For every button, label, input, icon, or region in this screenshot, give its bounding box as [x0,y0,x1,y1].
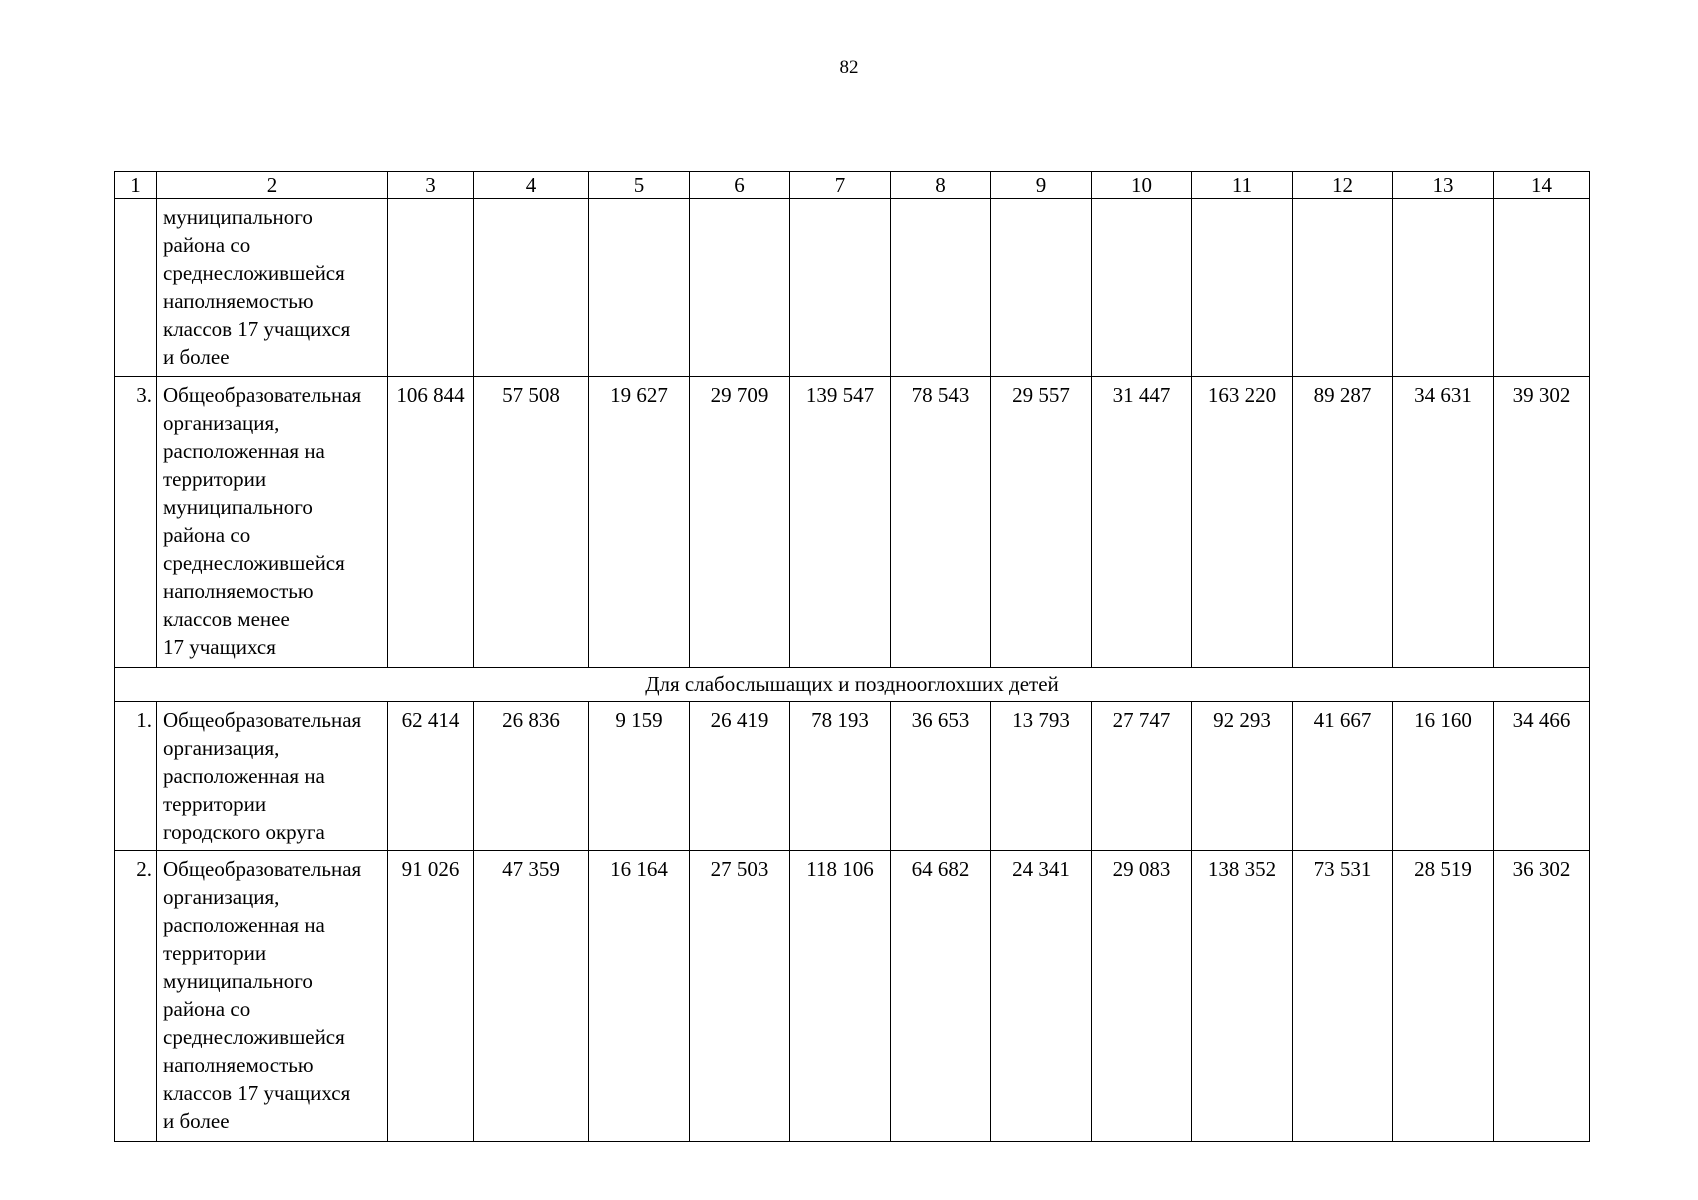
value-cell-col-13: 16 160 [1393,702,1494,851]
value-cell-col-8: 36 653 [891,702,991,851]
value-cell-col-4 [474,199,589,377]
organization-type-cell [157,851,388,1142]
table-row [115,199,1590,377]
value-cell-col-7: 139 547 [790,377,891,668]
page-number: 82 [839,57,859,78]
column-number-cell: 4 [474,172,589,199]
value-cell-col-12: 89 287 [1293,377,1393,668]
value-cell-col-6 [690,199,790,377]
value-cell-col-8 [891,199,991,377]
organization-type-line: организация, [163,736,280,760]
organization-type-line: среднесложившейся [163,261,345,285]
value-cell-col-8: 78 543 [891,377,991,668]
column-number-cell: 6 [690,172,790,199]
value-cell-col-11: 138 352 [1192,851,1293,1142]
value-cell-col-4: 57 508 [474,377,589,668]
cost-table [114,171,1590,1142]
value-cell-col-3: 106 844 [388,377,474,668]
organization-type-line: расположенная на [163,439,325,463]
table-body [115,172,1590,1142]
value-cell-col-10: 29 083 [1092,851,1192,1142]
value-cell-col-12 [1293,199,1393,377]
organization-type-line: муниципального [163,969,313,993]
organization-type-line: района со [163,997,251,1021]
organization-type-line: территории [163,792,267,816]
column-number-cell: 2 [157,172,388,199]
value-cell-col-11: 163 220 [1192,377,1293,668]
column-number-cell: 7 [790,172,891,199]
column-number-cell: 13 [1393,172,1494,199]
value-cell-col-7: 118 106 [790,851,891,1142]
value-cell-col-7: 78 193 [790,702,891,851]
organization-type-line: организация, [163,885,280,909]
value-cell-col-12: 41 667 [1293,702,1393,851]
organization-type-line: Общеобразовательная [163,708,362,732]
value-cell-col-14: 36 302 [1494,851,1590,1142]
row-index: 3. [115,377,157,668]
organization-type-line: территории [163,941,267,965]
value-cell-col-3: 91 026 [388,851,474,1142]
organization-type-line: наполняемостью [163,1053,314,1077]
column-number-row [115,172,1590,199]
value-cell-col-5: 16 164 [589,851,690,1142]
organization-type-cell [157,199,388,377]
organization-type-line: и более [163,1109,230,1133]
column-number-cell: 14 [1494,172,1590,199]
organization-type-line: наполняемостью [163,579,314,603]
value-cell-col-6: 27 503 [690,851,790,1142]
organization-type-line: организация, [163,411,280,435]
value-cell-col-6: 26 419 [690,702,790,851]
column-number-cell: 8 [891,172,991,199]
value-cell-col-5: 9 159 [589,702,690,851]
value-cell-col-9: 24 341 [991,851,1092,1142]
organization-type-line: района со [163,233,251,257]
organization-type-line: и более [163,345,230,369]
column-number-cell: 9 [991,172,1092,199]
value-cell-col-14 [1494,199,1590,377]
organization-type-line: среднесложившейся [163,551,345,575]
value-cell-col-11 [1192,199,1293,377]
organization-type-line: 17 учащихся [163,635,276,659]
value-cell-col-10: 31 447 [1092,377,1192,668]
section-header-row [115,668,1590,702]
value-cell-col-7 [790,199,891,377]
value-cell-col-5: 19 627 [589,377,690,668]
organization-type-line: классов менее [163,607,290,631]
column-number-cell: 3 [388,172,474,199]
row-index: 2. [115,851,157,1142]
organization-type-cell [157,377,388,668]
value-cell-col-3: 62 414 [388,702,474,851]
value-cell-col-9: 29 557 [991,377,1092,668]
value-cell-col-11: 92 293 [1192,702,1293,851]
column-number-cell: 10 [1092,172,1192,199]
organization-type-line: района со [163,523,251,547]
organization-type-line: муниципального [163,495,313,519]
column-number-cell: 1 [115,172,157,199]
organization-type-line: муниципального [163,205,313,229]
value-cell-col-3 [388,199,474,377]
value-cell-col-9 [991,199,1092,377]
organization-type-line: расположенная на [163,764,325,788]
value-cell-col-5 [589,199,690,377]
value-cell-col-10 [1092,199,1192,377]
organization-type-line: среднесложившейся [163,1025,345,1049]
value-cell-col-9: 13 793 [991,702,1092,851]
organization-type-line: городского округа [163,820,325,844]
value-cell-col-10: 27 747 [1092,702,1192,851]
row-index [115,199,157,377]
value-cell-col-13 [1393,199,1494,377]
value-cell-col-14: 34 466 [1494,702,1590,851]
section-title: Для слабослышащих и позднооглохших детей [115,668,1590,702]
value-cell-col-4: 26 836 [474,702,589,851]
organization-type-line: расположенная на [163,913,325,937]
column-number-cell: 11 [1192,172,1293,199]
column-number-cell: 5 [589,172,690,199]
organization-type-line: территории [163,467,267,491]
row-index: 1. [115,702,157,851]
value-cell-col-12: 73 531 [1293,851,1393,1142]
organization-type-line: классов 17 учащихся [163,317,351,341]
value-cell-col-13: 34 631 [1393,377,1494,668]
value-cell-col-14: 39 302 [1494,377,1590,668]
organization-type-line: классов 17 учащихся [163,1081,351,1105]
organization-type-line: наполняемостью [163,289,314,313]
table-row [115,377,1590,668]
table-row [115,851,1590,1142]
table-row [115,702,1590,851]
value-cell-col-6: 29 709 [690,377,790,668]
organization-type-line: Общеобразовательная [163,857,362,881]
value-cell-col-4: 47 359 [474,851,589,1142]
value-cell-col-8: 64 682 [891,851,991,1142]
column-number-cell: 12 [1293,172,1393,199]
organization-type-line: Общеобразовательная [163,383,362,407]
value-cell-col-13: 28 519 [1393,851,1494,1142]
organization-type-cell [157,702,388,851]
